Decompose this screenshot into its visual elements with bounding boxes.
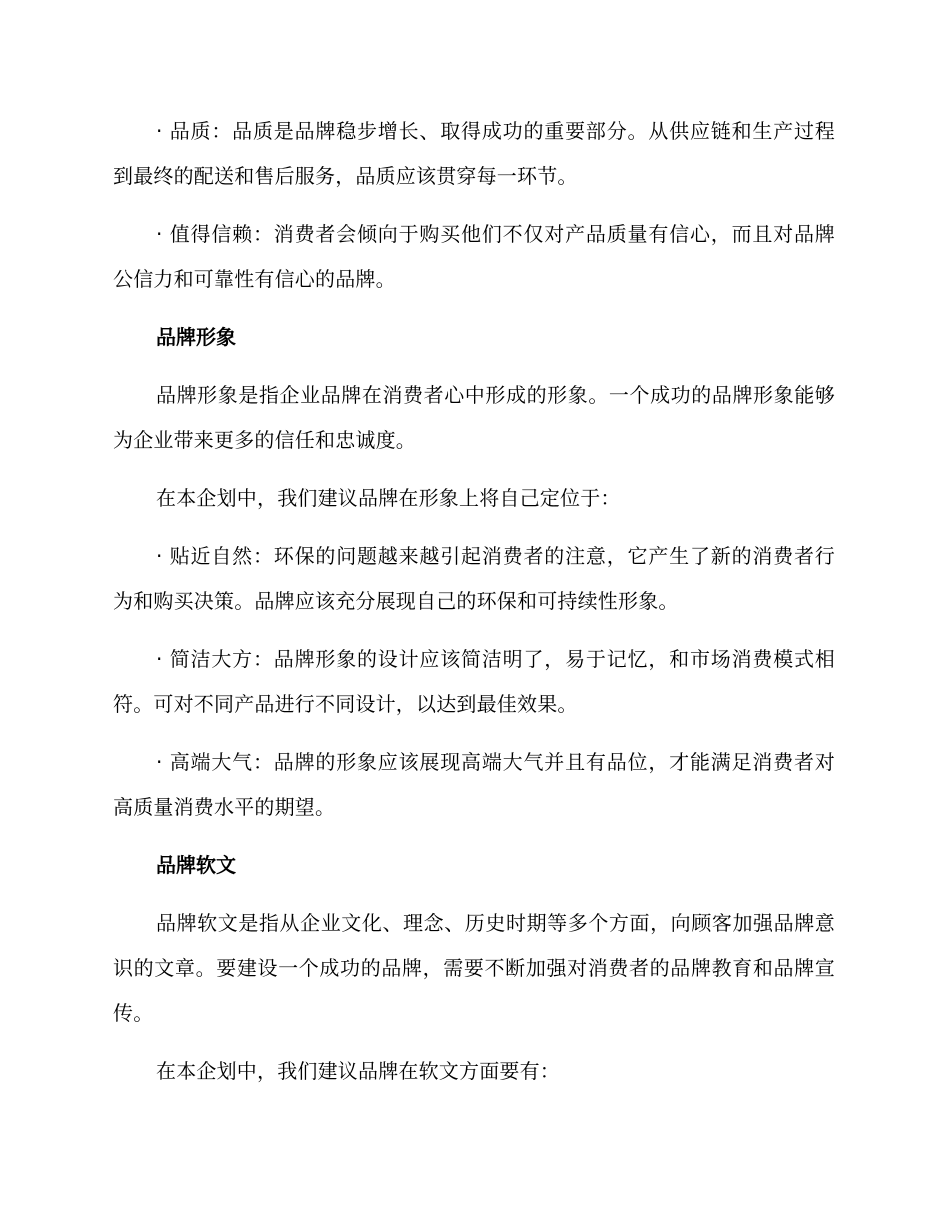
bullet-close-to-nature: · 贴近自然：环保的问题越来越引起消费者的注意，它产生了新的消费者行为和购买决策。品牌应该充分展现自己的环保和可持续性形象。 (113, 544, 835, 613)
section-heading-brand-articles: 品牌软文 (156, 853, 236, 877)
document-body (113, 109, 835, 1107)
bullet-quality: · 品质：品质是品牌稳步增长、取得成功的重要部分。从供应链和生产过程到最终的配送和售后服务，品质应该贯穿每一环节。 (113, 119, 835, 188)
bullet-high-end: · 高端大气：品牌的形象应该展现高端大气并且有品位，才能满足消费者对高质量消费水平的期望。 (113, 750, 835, 819)
paragraph-brand-articles-definition: 品牌软文是指从企业文化、理念、历史时期等多个方面，向顾客加强品牌意识的文章。要建设一个成功的品牌，需要不断加强对消费者的品牌教育和品牌宣传。 (113, 911, 835, 1025)
section-heading-brand-image: 品牌形象 (156, 325, 236, 349)
paragraph-brand-image-positioning: 在本企划中，我们建议品牌在形象上将自己定位于： (156, 486, 621, 510)
bullet-trustworthy: · 值得信赖：消费者会倾向于购买他们不仅对产品质量有信心，而且对品牌公信力和可靠性有信心的品牌。 (113, 222, 835, 291)
paragraph-brand-image-definition: 品牌形象是指企业品牌在消费者心中形成的形象。一个成功的品牌形象能够为企业带来更多的信任和忠诚度。 (113, 383, 835, 452)
paragraph-brand-articles-plan: 在本企划中，我们建议品牌在软文方面要有： (156, 1059, 560, 1083)
bullet-simple-elegant: · 简洁大方：品牌形象的设计应该简洁明了，易于记忆，和市场消费模式相符。可对不同产品进行不同设计，以达到最佳效果。 (113, 647, 835, 716)
